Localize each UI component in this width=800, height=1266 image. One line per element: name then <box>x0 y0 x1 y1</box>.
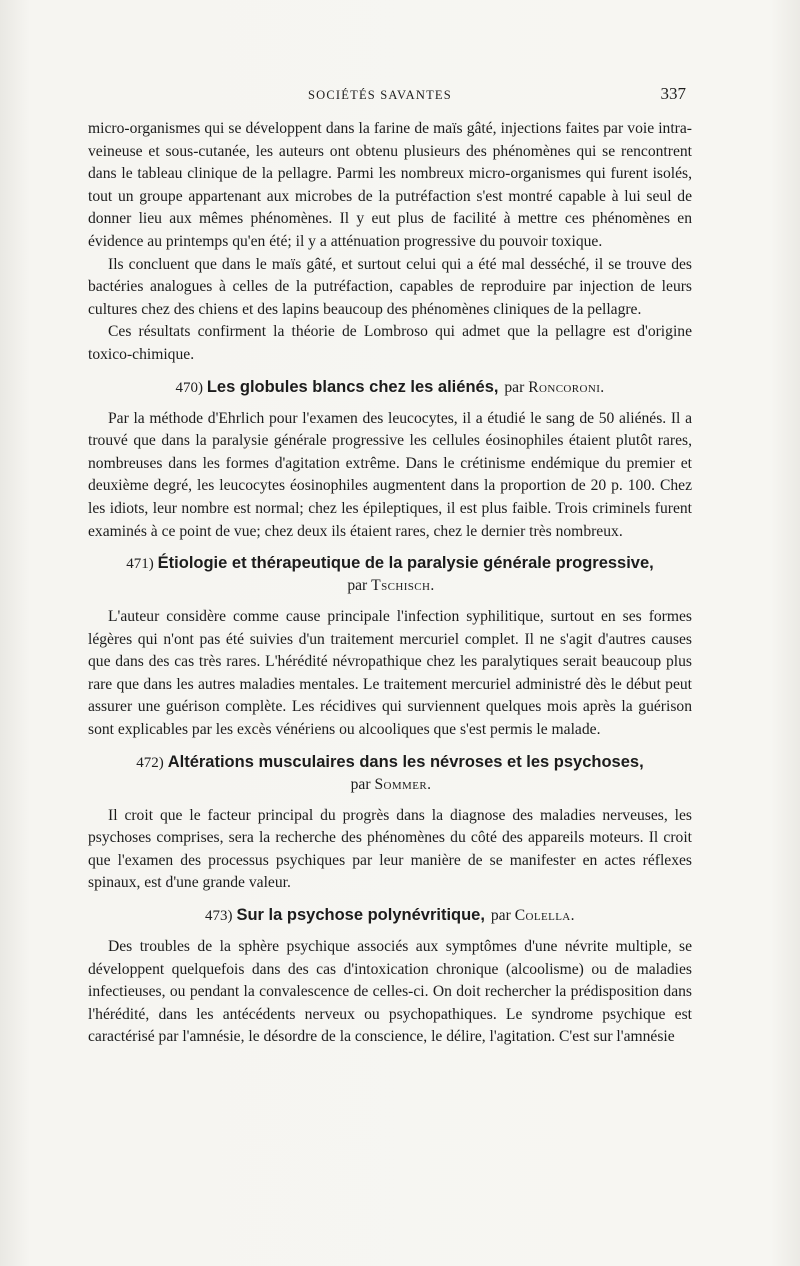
article-470-heading <box>88 376 692 399</box>
article-author: Roncoroni. <box>528 378 605 396</box>
article-author: Tschisch. <box>371 577 435 595</box>
article-470-text: Par la méthode d'Ehrlich pour l'examen des leucocytes, il a étudié le sang de 50 aliénés. Il a trouvé que dans la paralysie générale progressive les cellules éosinophiles étaient plutôt rares, nombreuses dans les formes d'agitation extrême. Dans le crétinisme endémique du premier et deuxième degré, les leucocytes éosinophiles augmentent dans la proportion de 20 p. 100. Chez les idiots, leur nombre est normal; chez les épileptiques, il est plus faible. Trois criminels furent examinés à ce point de vue; chez deux ils étaient rares, chez le dernier très nombreux. <box>88 409 692 540</box>
article-471-text: L'auteur considère comme cause principale l'infection syphilitique, surtout en ses formes légères qui n'ont pas été suivies d'un traitement mercuriel complet. Il ne s'agit d'autres causes que dans des cas très rares. L'hérédité névropathique chez les paralytiques serait beaucoup plus rare que dans les autres maladies mentales. Le traitement mercuriel administré dès le début peut assurer une guérison complète. Les récidives qui surviennent quelques mois après la guérison sont explicables par les excès vénériens ou alcooliques que s'est permis le malade. <box>88 608 692 739</box>
article-title: Sur la psychose polynévritique, <box>236 906 485 925</box>
article-473-text: Des troubles de la sphère psychique associés aux symptômes d'une névrite multiple, se développent quelquefois dans des cas d'intoxication chronique (alcoolisme) ou de maladies infectieuses, ou pendant la convalescence de celles-ci. On doit rechercher la prédisposition dans l'hérédité, dans les antécédents nerveux ou psychopathiques. Le syndrome psychique est caractérisé par l'amnésie, le désordre de la conscience, le délire, l'agitation. C'est sur l'amnésie <box>88 938 692 1046</box>
article-title: Les globules blancs chez les aliénés, <box>206 377 499 396</box>
article-par: par <box>504 378 525 396</box>
intro-paragraph-2: Ils concluent que dans le maïs gâté, et surtout celui qui a été mal desséché, il se trouve des bactéries analogues à celles de la putréfaction, capables de reproduire par injection de leurs cultures chez des chiens et des lapins beaucoup des phénomènes cliniques de la pellagre. <box>88 255 692 318</box>
article-par: par <box>490 907 511 925</box>
article-author: Colella. <box>514 907 575 925</box>
article-number: 472) <box>136 754 164 771</box>
article-title: Étiologie et thérapeutique de la paralysie générale progressive, <box>157 554 654 573</box>
intro-paragraph-3: Ces résultats confirment la théorie de Lombroso qui admet que la pellagre est d'origine toxico-chimique. <box>88 323 692 363</box>
article-number: 470) <box>175 379 203 396</box>
page-header <box>88 84 694 110</box>
article-472-text: Il croit que le facteur principal du progrès dans la diagnose des maladies nerveuses, les psychoses comprises, sera la recherche des phénomènes du côté des appareils moteurs. Il croit que l'examen des processus psychiques par leur manière de se manifester en actes réflexes spinaux, est d'une grande valeur. <box>88 806 692 892</box>
article-author: Sommer. <box>374 775 432 793</box>
page-number: 337 <box>660 84 686 103</box>
article-473-heading <box>88 904 692 927</box>
article-472-heading <box>88 751 692 796</box>
page-body <box>88 118 692 1049</box>
article-par: par <box>350 775 371 793</box>
running-head: SOCIÉTÉS SAVANTES <box>308 88 452 102</box>
article-471-heading <box>88 552 692 597</box>
article-number: 471) <box>126 556 154 573</box>
article-par: par <box>347 577 368 595</box>
intro-paragraph-1: micro-organismes qui se développent dans la farine de maïs gâté, injections faites par voie intra-veineuse et sous-cutanée, les auteurs ont obtenu plusieurs des phénomènes qui se rencontrent dans le tableau clinique de la pellagre. Parmi les nombreux micro-organismes qui furent isolés, tout un groupe appartenant aux microbes de la putréfaction s'est montré capable à lui seul de donner lieu aux mêmes phénomènes. Il y eut plus de facilité à mettre ces phénomènes en évidence au printemps qu'en été; il y a atténuation progressive du pouvoir toxique. <box>88 120 692 250</box>
article-number: 473) <box>205 908 233 925</box>
article-title: Altérations musculaires dans les névroses et les psychoses, <box>167 752 644 771</box>
